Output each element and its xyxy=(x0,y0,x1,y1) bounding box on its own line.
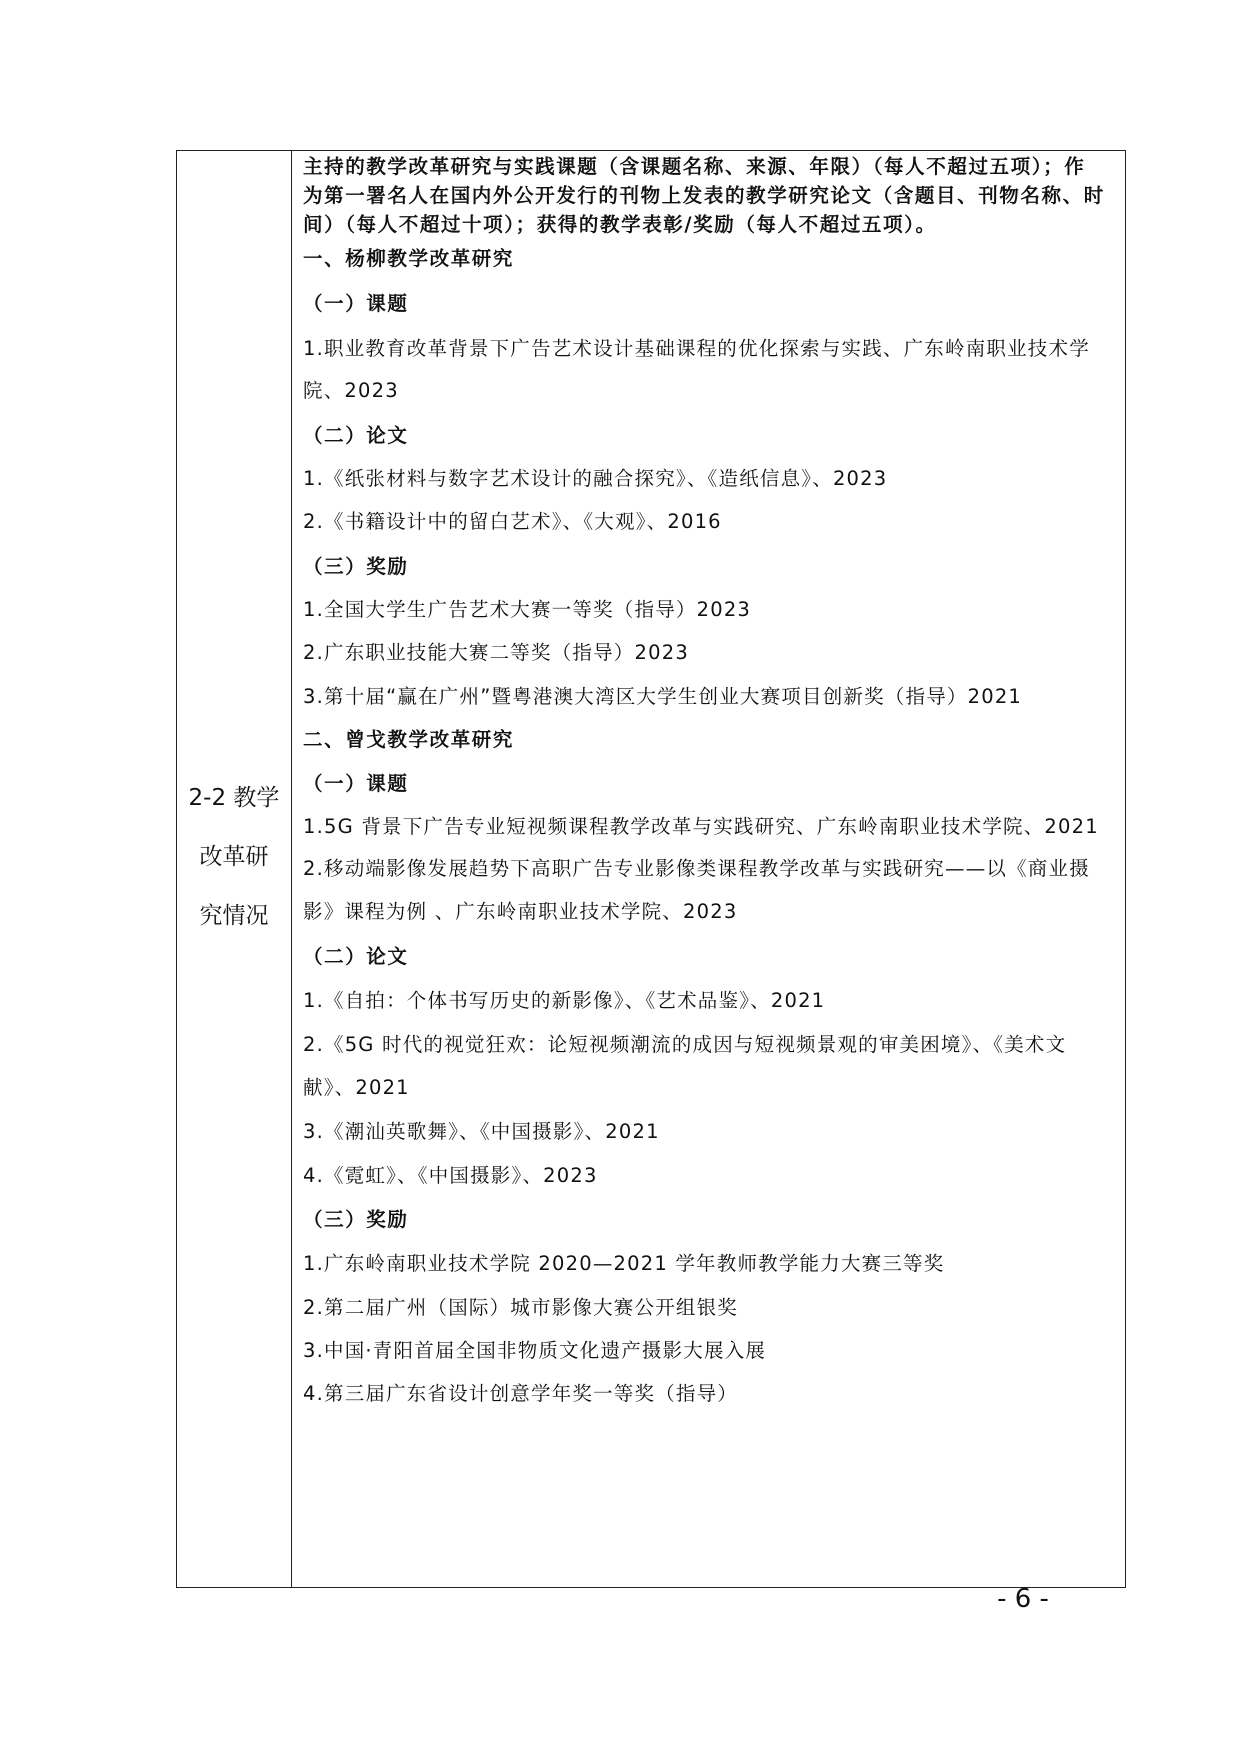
section-heading-line: （三）奖励 xyxy=(303,555,409,578)
section-heading-line: 一、杨柳教学改革研究 xyxy=(303,247,515,270)
section-heading-line: （二）论文 xyxy=(303,945,409,968)
content-line: 院、2023 xyxy=(303,379,399,402)
content-line: 4.《霓虹》、《中国摄影》、2023 xyxy=(303,1164,598,1187)
section-heading-line: （一）课题 xyxy=(303,292,409,315)
content-line: 1.全国大学生广告艺术大赛一等奖（指导）2023 xyxy=(303,598,752,621)
content-line: 3.《潮汕英歌舞》、《中国摄影》、2021 xyxy=(303,1120,660,1143)
content-line: 影》课程为例 、广东岭南职业技术学院、2023 xyxy=(303,900,738,923)
content-line: 1.广东岭南职业技术学院 2020—2021 学年教师教学能力大赛三等奖 xyxy=(303,1252,945,1275)
section-heading-line: 间）（每人不超过十项）；获得的教学表彰/奖励（每人不超过五项）。 xyxy=(303,213,937,236)
content-line: 2.第二届广州（国际）城市影像大赛公开组银奖 xyxy=(303,1296,739,1319)
content-line: 1.《纸张材料与数字艺术设计的融合探究》、《造纸信息》、2023 xyxy=(303,467,888,490)
row-label-cell xyxy=(177,151,291,1587)
content-line: 3.第十届“赢在广州”暨粤港澳大湾区大学生创业大赛项目创新奖（指导）2021 xyxy=(303,685,1023,708)
row-label-line-1: 2-2 教学 xyxy=(188,785,280,811)
row-label-line-3: 究情况 xyxy=(199,903,269,929)
content-line: 2.《5G 时代的视觉狂欢：论短视频潮流的成因与短视频景观的审美困境》、《美术文 xyxy=(303,1033,1067,1056)
column-divider xyxy=(291,151,292,1587)
content-line: 2.《书籍设计中的留白艺术》、《大观》、2016 xyxy=(303,510,722,533)
content-line: 1.职业教育改革背景下广告艺术设计基础课程的优化探索与实践、广东岭南职业技术学 xyxy=(303,337,1090,360)
content-line: 4.第三届广东省设计创意学年奖一等奖（指导） xyxy=(303,1382,739,1405)
section-heading-line: （一）课题 xyxy=(303,772,409,795)
content-line: 2.移动端影像发展趋势下高职广告专业影像类课程教学改革与实践研究——以《商业摄 xyxy=(303,857,1090,880)
section-heading-line: 主持的教学改革研究与实践课题（含课题名称、来源、年限）（每人不超过五项）；作 xyxy=(303,155,1086,178)
content-line: 献》、2021 xyxy=(303,1076,410,1099)
content-line: 1.5G 背景下广告专业短视频课程教学改革与实践研究、广东岭南职业技术学院、2021 xyxy=(303,815,1099,838)
content-line: 1.《自拍：个体书写历史的新影像》、《艺术品鉴》、2021 xyxy=(303,989,826,1012)
section-heading-line: 二、曾戈教学改革研究 xyxy=(303,728,515,751)
section-heading-line: （三）奖励 xyxy=(303,1208,409,1231)
document-table xyxy=(176,150,1126,1588)
section-heading-line: 为第一署名人在国内外公开发行的刊物上发表的教学研究论文（含题目、刊物名称、时 xyxy=(303,184,1105,207)
content-line: 2.广东职业技能大赛二等奖（指导）2023 xyxy=(303,641,689,664)
content-line: 3.中国·青阳首届全国非物质文化遗产摄影大展入展 xyxy=(303,1339,767,1362)
section-heading-line: （二）论文 xyxy=(303,424,409,447)
row-label-line-2: 改革研 xyxy=(199,844,269,870)
page-number: - 6 - xyxy=(997,1584,1049,1614)
